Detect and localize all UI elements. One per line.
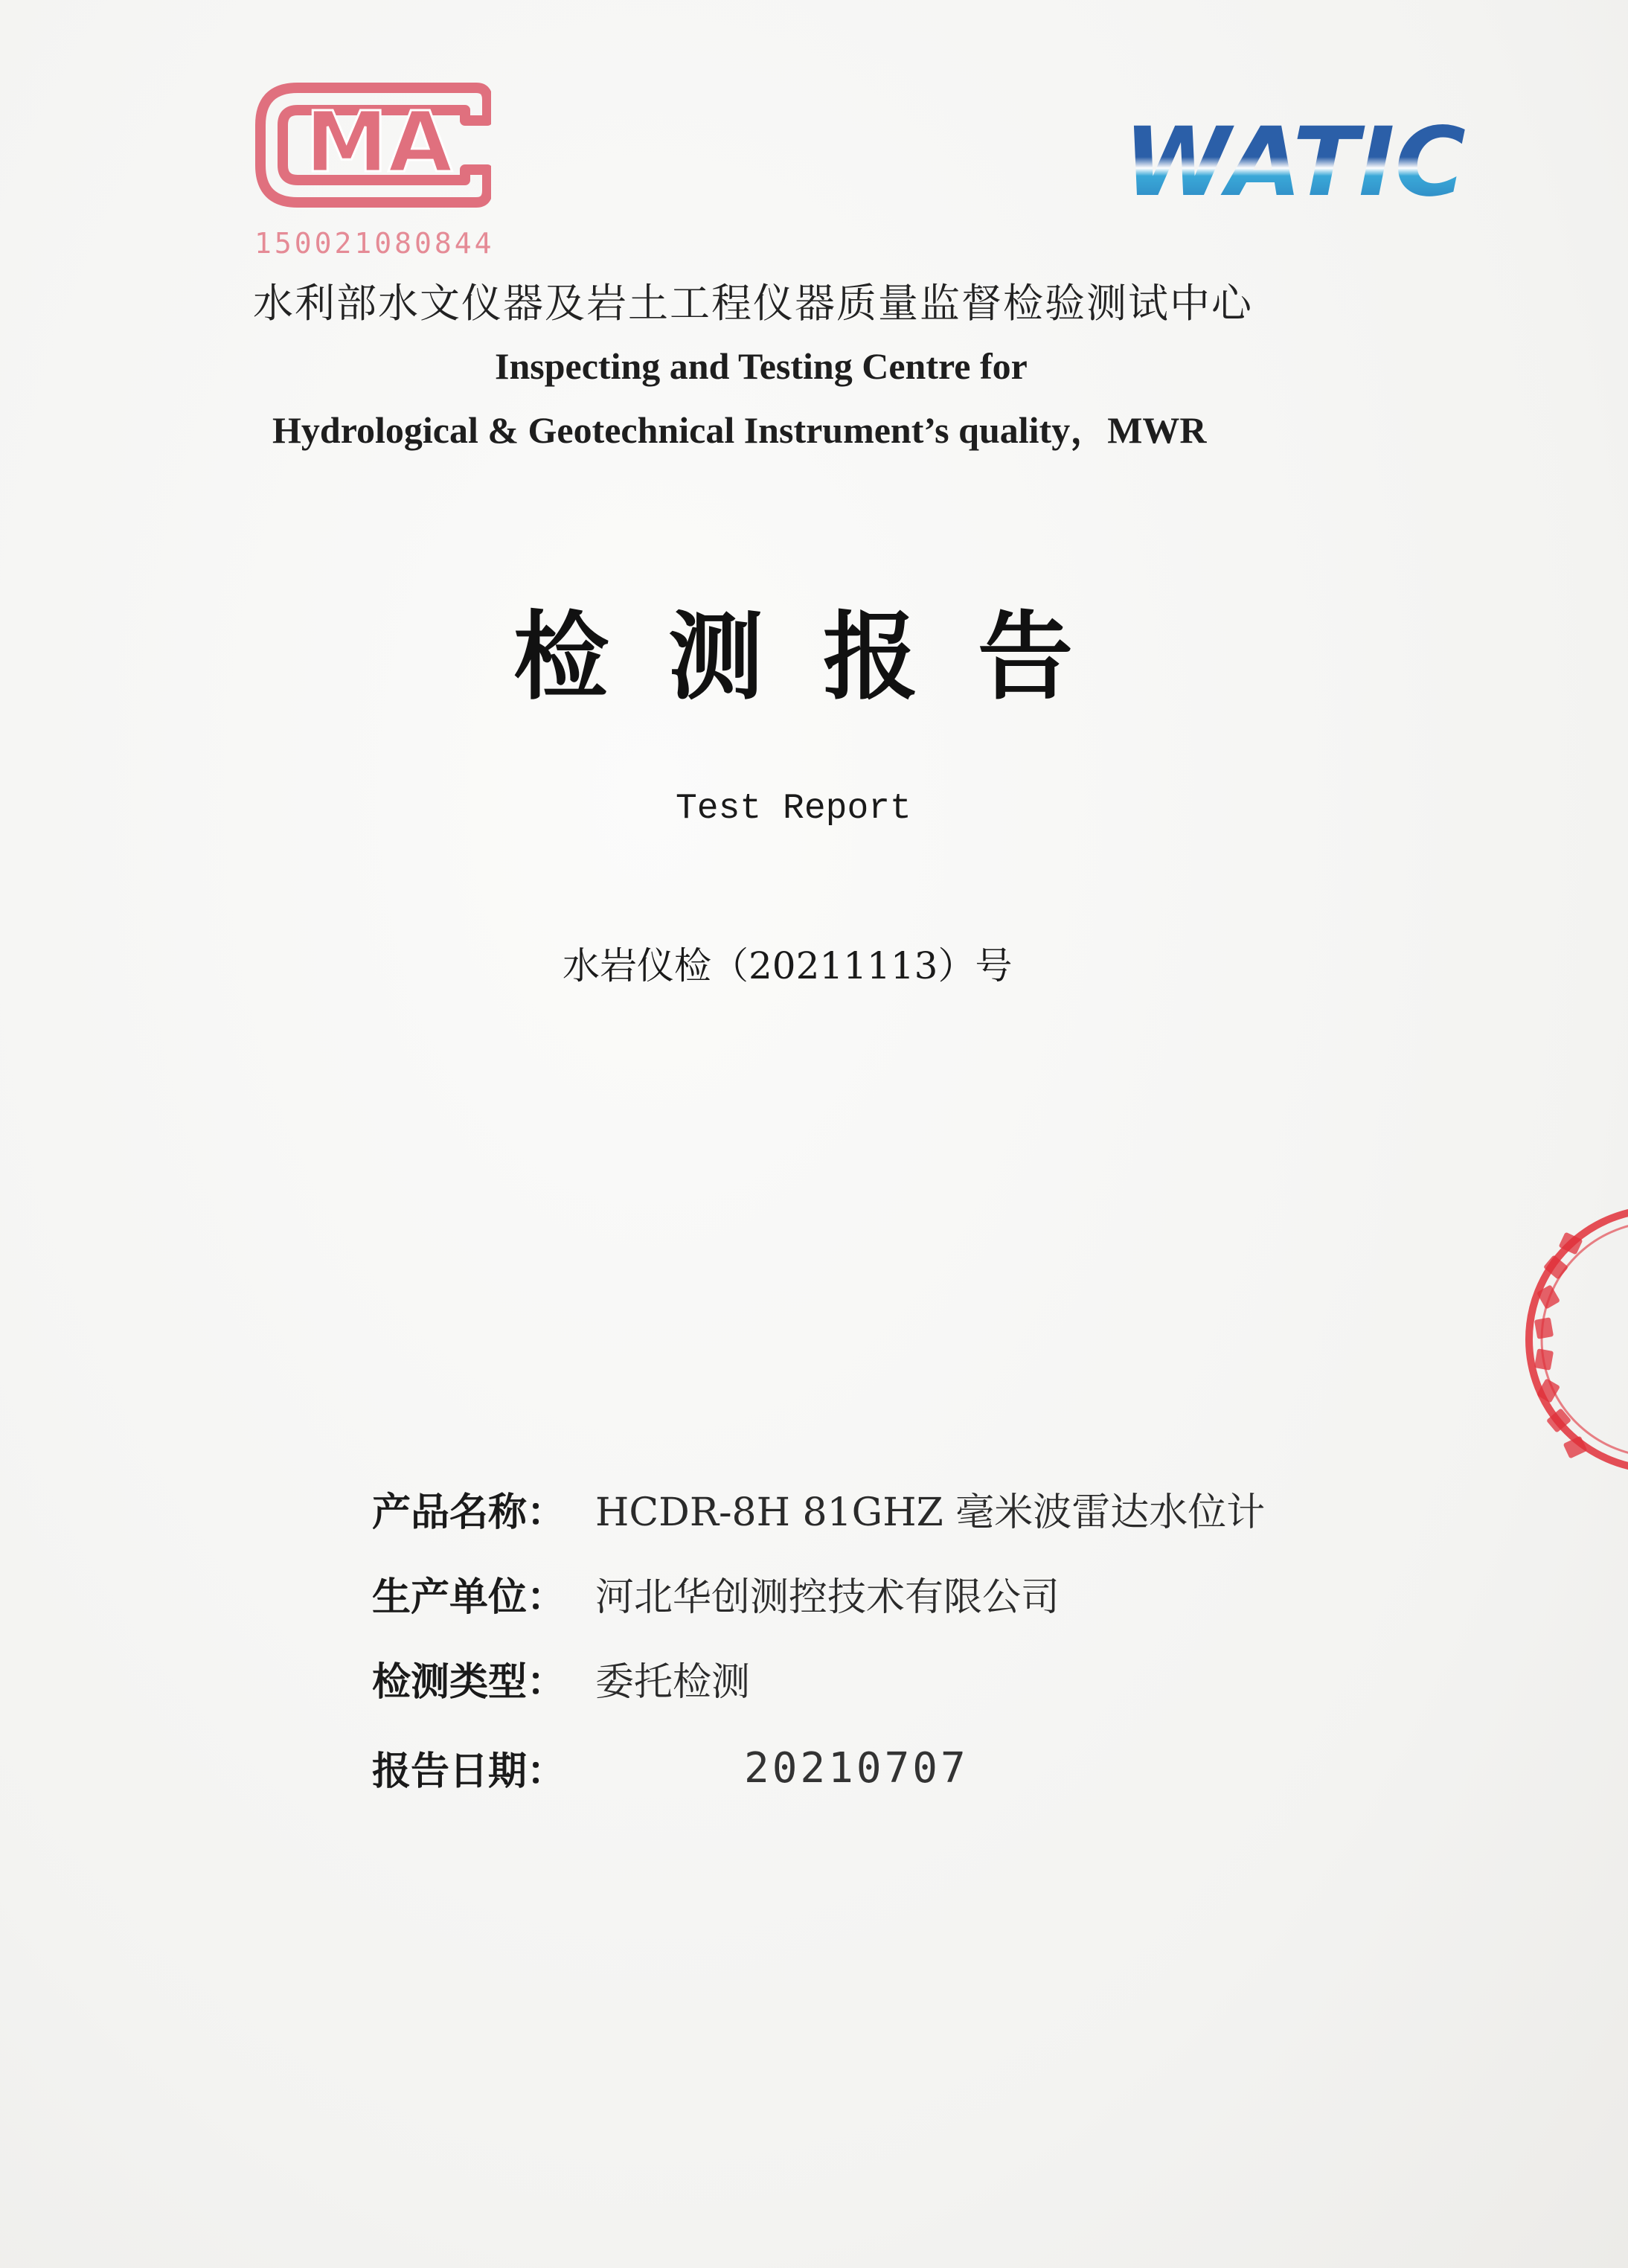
watic-logo-text: WATIC [1124, 112, 1466, 216]
report-date-label: 报告日期： [372, 1749, 566, 1794]
watic-logo-icon [1116, 112, 1473, 216]
organization-name-en-line1: Inspecting and Testing Centre for [495, 345, 1028, 387]
manufacturer-value: 河北华创测控技术有限公司 [595, 1575, 1060, 1620]
organization-name-en-line2: Hydrological & Geotechnical Instrument’s quality，MWR [272, 409, 1207, 451]
test-type-label: 检测类型： [372, 1660, 566, 1705]
cma-logo-icon [253, 82, 491, 208]
document-subtitle: Test Report [676, 789, 911, 829]
test-type-value: 委托检测 [595, 1660, 751, 1705]
cma-certificate-number: 150021080844 [254, 227, 495, 260]
product-name-label: 产品名称： [372, 1490, 566, 1535]
red-seal-icon [1518, 1198, 1628, 1481]
report-number: 水岩仪检（20211113）号 [563, 944, 1013, 987]
cma-mark-text: MA [305, 94, 453, 191]
test-type-row [372, 1650, 750, 1706]
document-title: 检测报告 [513, 601, 1133, 713]
organization-name-cn: 水利部水文仪器及岩土工程仪器质量监督检验测试中心 [253, 280, 1253, 327]
report-date-value: 20210707 [744, 1744, 969, 1793]
product-name-row [372, 1481, 1265, 1537]
report-date-row [372, 1740, 969, 1796]
manufacturer-row [372, 1566, 1060, 1621]
product-name-value: HCDR-8H 81GHZ 毫米波雷达水位计 [595, 1490, 1266, 1535]
manufacturer-label: 生产单位： [372, 1575, 566, 1620]
